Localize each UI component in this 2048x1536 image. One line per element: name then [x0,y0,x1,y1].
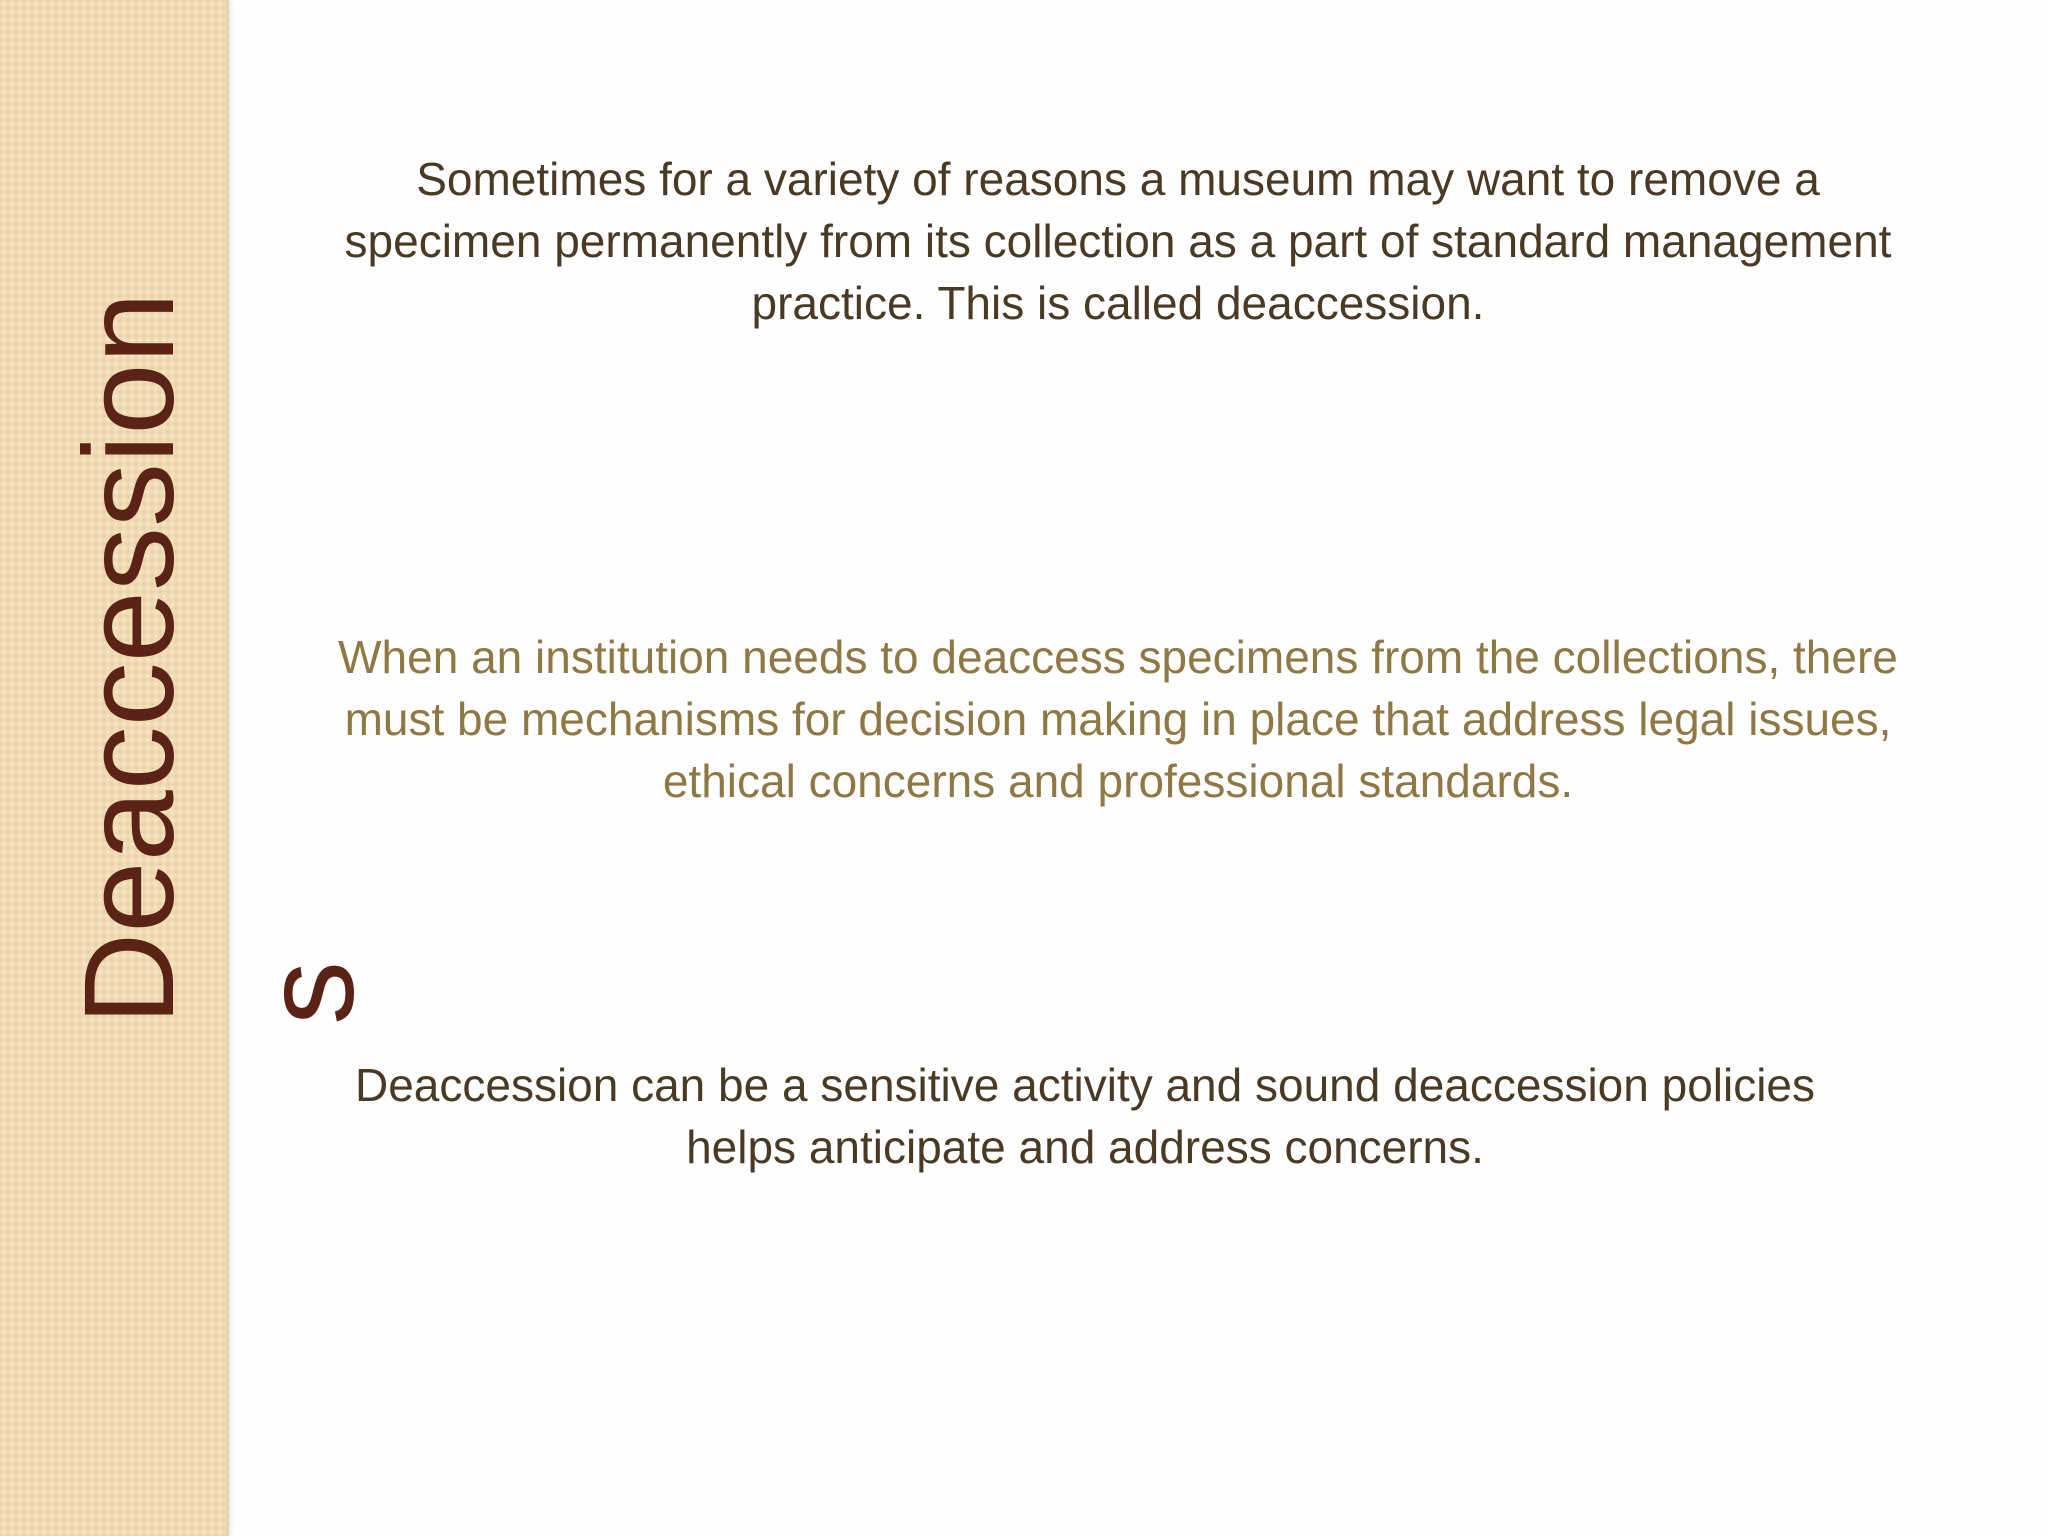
paragraph-mechanisms: When an institution needs to deaccess specimens from the collections, there must be mechanisms for decision making in place that address legal issues, ethical concerns and professional standards. [338,631,1898,807]
paragraph-policies: Deaccession can be a sensitive activity and sound deaccession policies helps anticipate and address concerns. [354,1059,1816,1173]
slide-title: Deaccessions [58,292,381,1025]
paragraph-definition: Sometimes for a variety of reasons a museum may want to remove a specimen permanently from its collection as a part of standard management practice. This is called deaccession. [344,153,1892,329]
